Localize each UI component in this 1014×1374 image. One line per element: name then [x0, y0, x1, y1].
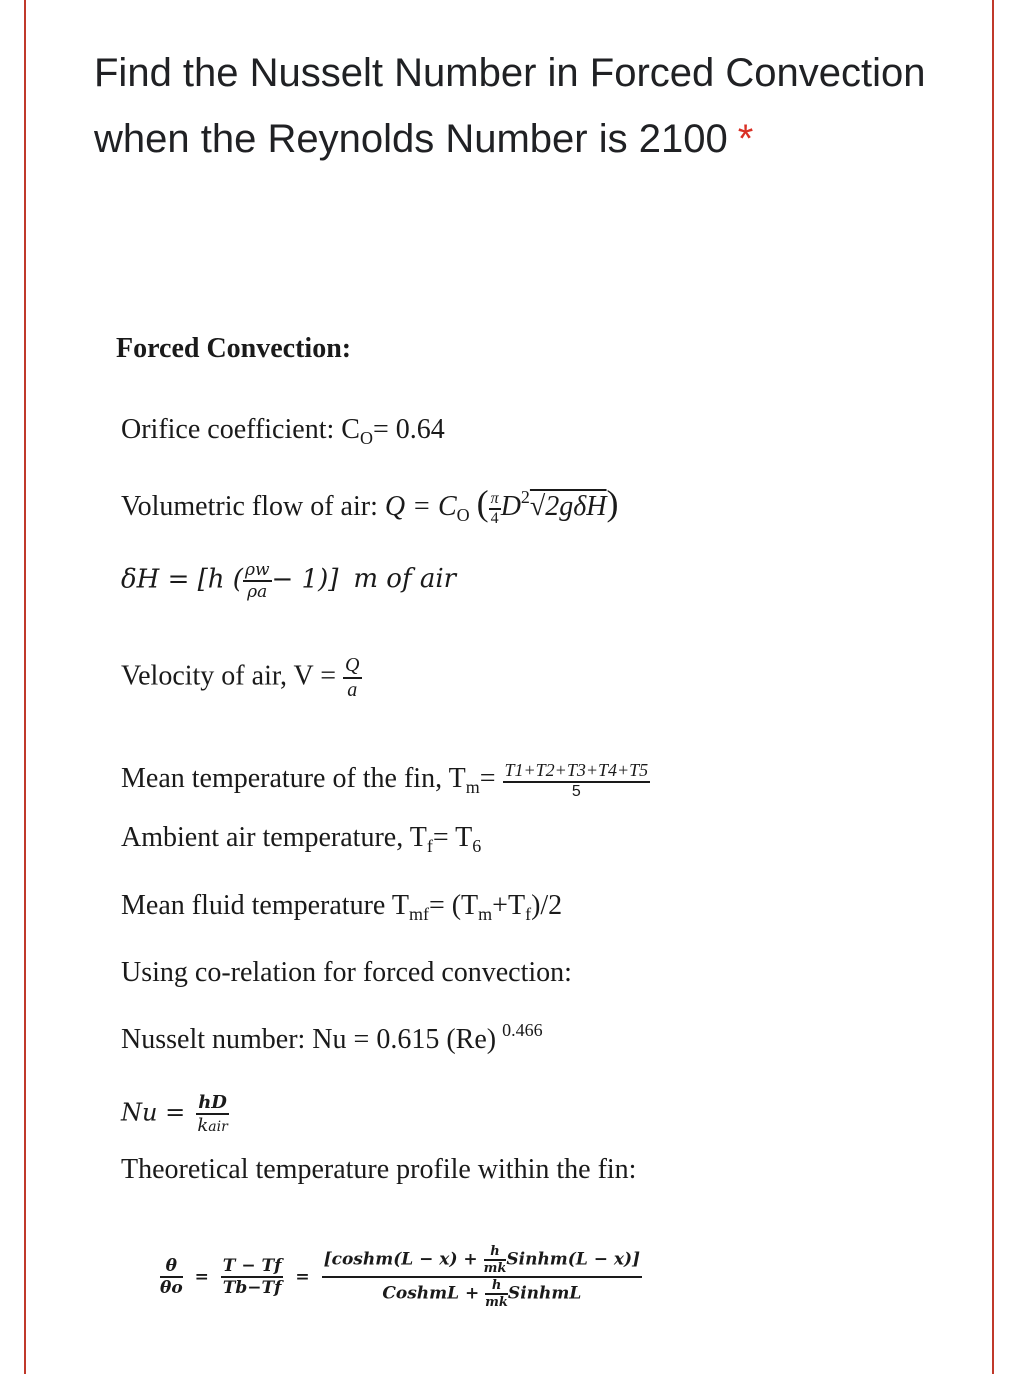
card-left-border	[24, 0, 26, 1374]
question-title	[94, 40, 934, 172]
required-asterisk: *	[737, 117, 754, 161]
orifice-coefficient: Orifice coefficient: $C_O= 0.64$	[121, 414, 445, 448]
profile-label: Theoretical temperature profile within the fin:	[121, 1154, 637, 1185]
nusselt-definition: Nu = $\frac{hD}{\text{kair}}$	[121, 1092, 228, 1136]
figure-heading: Forced Convection:	[116, 333, 352, 364]
pi-over-4: $\frac{\pi}{4}$	[490, 489, 499, 527]
card-right-border	[992, 0, 994, 1374]
mean-fin-temperature: Mean temperature of the fin, $T_m=$ $\frac{T1+T2+T3+T4+T5}{5}$	[121, 760, 649, 800]
correlation-label: Using co-relation for forced convection:	[121, 957, 572, 988]
mean-fluid-temperature: Mean fluid temperature $T_{mf}= (T_m+T_f)/2$	[121, 890, 563, 924]
volumetric-flow: Volumetric flow of air: $Q = C_O$ ( $\frac{\pi}{4}$ $D^2√2g\delta H$)	[121, 483, 619, 527]
ambient-air-temperature: Ambient air temperature, $T_f= T_6$	[121, 822, 482, 856]
nusselt-correlation: Nusselt number: Nu = 0.615 (Re) $^{0.466}$	[121, 1020, 543, 1055]
question-text: Find the Nusselt Number in Forced Convection when the Reynolds Number is 2100	[94, 51, 926, 161]
temperature-profile-equation: $\frac{\theta}{\theta o}$ = $\frac{T - Tf}{Tb-Tf}$ = [coshm(L − x) + $\frac{h}{mk}$ Sinhm(L − x)] CoshmL + $\frac{h}{mk}$ SinhmL	[160, 1244, 641, 1310]
velocity-of-air: Velocity of air, V = $\frac{Q}{a}$	[121, 654, 360, 701]
delta-h-equation: δH = [h ( $\frac{\rho w}{\rho a}$ − 1)] m of air	[121, 560, 457, 602]
